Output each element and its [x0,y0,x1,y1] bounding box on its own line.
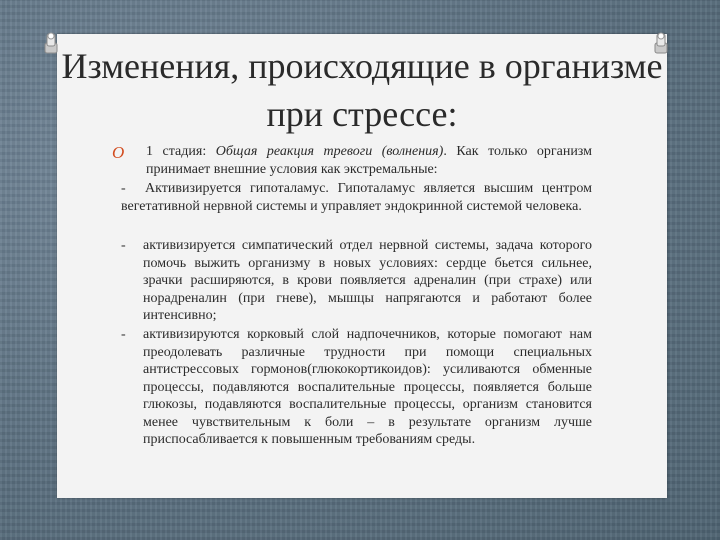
slide-title: Изменения, происходящие в организме при стрессе: [61,46,663,134]
dash-marker: - [121,181,126,196]
stage-intro-start: 1 стадия: [146,144,216,159]
bullet-marker: O [112,143,125,162]
stage-intro-italic: Общая реакция тревоги (волнения) [215,144,444,159]
stage-intro-rest: . Как только организм принимает внешние условия как экстремальные: [146,144,592,177]
item-2-block [121,237,592,325]
stage-intro [146,143,592,178]
dash-marker: - [121,327,126,342]
item-1-text: Активизируется гипоталамус. Гипоталамус является высшим центром вегетативной нервной системы и управляет эндокринной системой человека. [121,181,592,214]
slide-content [121,143,592,178]
dash-marker: - [121,238,126,253]
item-2-text: активизируется симпатический отдел нервной системы, задача которого помочь выжить организму в новых условиях: сердце бьется сильнее, зрачки расширяются, в крови появляется адреналин (при страхе) или норадреналин (при гневе), мышцы напрягаются и работают более интенсивно; [143,238,592,323]
item-1-block [121,180,592,215]
item-3-block [121,326,592,449]
item-3-text: активизируются корковый слой надпочечников, которые помогают нам преодолевать различные трудности при помощи специальных антистрессовых гормонов(глюкокортикоидов): усиливаются обменные процессы, подавляются воспалительные процессы, появляется больше глюкозы, подавляются воспалительные процессы, организм становится менее чувствительным к боли – в результате организм лучше приспосабливается к повышенным требованиям среды. [143,327,592,447]
